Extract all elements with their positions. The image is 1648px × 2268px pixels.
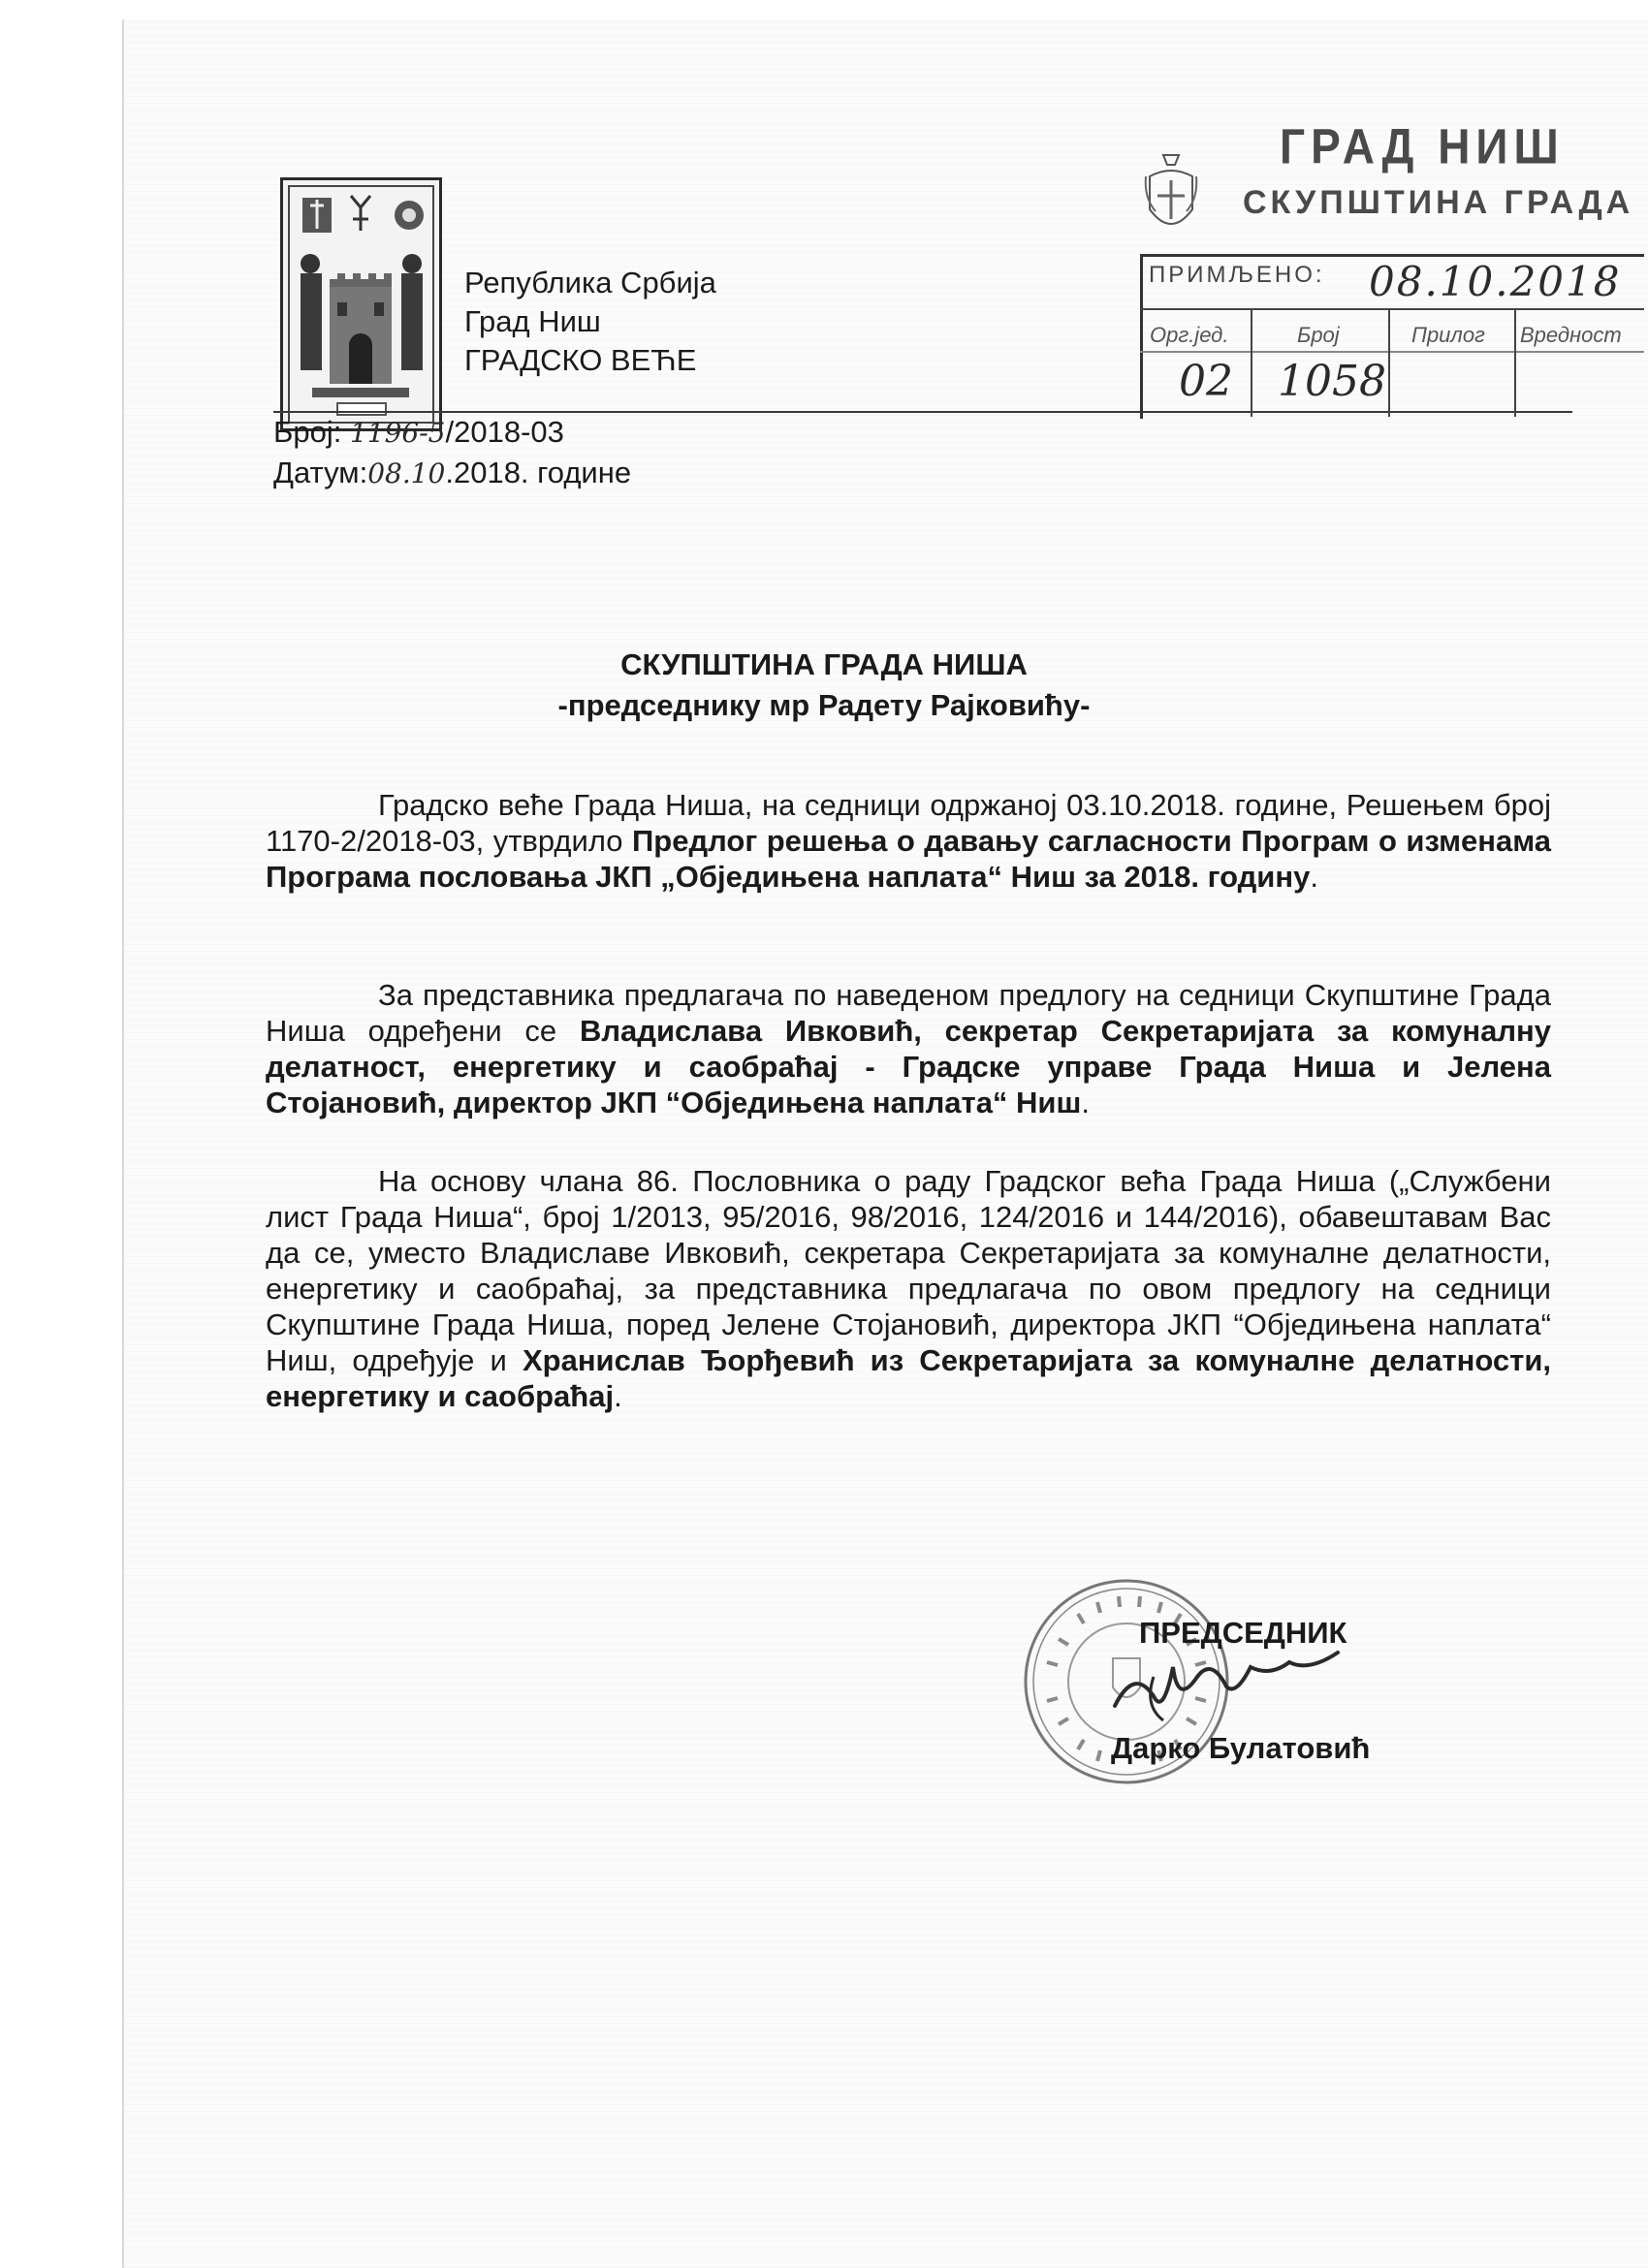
paragraph-decision-end: . xyxy=(1310,860,1318,894)
issuer-city: Град Ниш xyxy=(464,304,601,338)
city-coat-of-arms-icon xyxy=(280,177,442,431)
paragraph-representatives xyxy=(266,977,1551,1120)
handwritten-signature-icon xyxy=(1095,1648,1386,1740)
issuer-block xyxy=(464,264,716,380)
stamp-received-date: 08.10.2018 xyxy=(1369,258,1622,305)
paragraph-notification-text: На основу члана 86. Пословника о раду Градског већа Града Ниша („Службени лист Града Ниша“, број 1/2013, 95/2016, 98/2016, 124/2016 и 144/2016), обавештавам Вас да се, уместо Владиславе Ивковић, секретара Секретаријата за комуналне делатности, енергетику и саобраћај, за представника предлагача по овом предлогу на седници Скупштине Града Ниша, поред Јелене Стојановић, директора ЈКП “Обједињена наплата“ Ниш, одређује и xyxy=(266,1164,1551,1377)
issuer-country: Република Србија xyxy=(464,266,716,299)
stamp-org-unit-value: 02 xyxy=(1179,357,1233,406)
paragraph-decision-text: Градско веће Града Ниша, на седници одржаној 03.10.2018. године, Решењем број 1170-2/2018-03, утврдило xyxy=(266,788,1551,858)
stamp-column-attachment: Прилог xyxy=(1411,323,1485,347)
page-edge xyxy=(122,19,124,2268)
paragraph-notification-end: . xyxy=(614,1379,622,1413)
document-number-handwritten: 1196-5 xyxy=(349,417,446,449)
stamp-column-number: Број xyxy=(1297,323,1340,347)
stamp-column-org-unit: Орг.јед. xyxy=(1150,323,1229,347)
serbian-coat-of-arms-icon xyxy=(1142,147,1200,247)
paragraph-representatives-text: За представника предлагача по наведеном предлогу на седници Скупштине Града Ниша одређени се xyxy=(266,978,1551,1048)
stamp-received-label: ПРИМЉЕНО: xyxy=(1149,262,1325,288)
stamp-column-divider xyxy=(1251,308,1252,417)
paragraph-notification-bold: Хранислав Ђорђевић из Секретаријата за комуналне делатности, енергетику и саобраћај xyxy=(266,1343,1552,1413)
stamp-divider xyxy=(1140,351,1644,353)
document-date-handwritten: 08.10 xyxy=(367,457,446,489)
stamp-column-divider xyxy=(1514,308,1516,417)
stamp-column-value: Вредност xyxy=(1520,323,1622,347)
signatory-title: ПРЕДСЕДНИК xyxy=(1139,1616,1347,1650)
document-date-label: Датум: xyxy=(273,456,368,489)
addressee-recipient: -председнику мр Радету Рајковићу- xyxy=(557,688,1091,722)
signatory-name: Дарко Булатовић xyxy=(1111,1731,1371,1765)
paragraph-notification xyxy=(266,1163,1551,1414)
issuer-body: ГРАДСКО ВЕЋЕ xyxy=(464,343,697,377)
stamp-number-value: 1058 xyxy=(1278,357,1386,406)
stamp-city: ГРАД НИШ xyxy=(1280,118,1565,174)
paragraph-decision-bold: Предлог решења о давању сагласности Програм о изменама Програма пословања ЈКП „Обједињена наплата“ Ниш за 2018. годину xyxy=(266,824,1551,894)
paragraph-decision xyxy=(266,787,1551,895)
paragraph-representatives-bold: Владислава Ивковић, секретар Секретаријата за комуналну делатност, енергетику и саобраћај - Градске управе Града Ниша и Јелена Стојановић, директор ЈКП “Обједињена наплата“ Ниш xyxy=(266,1014,1551,1119)
stamp-divider xyxy=(1140,308,1644,310)
document-date-suffix: .2018. године xyxy=(445,456,632,489)
stamp-body: СКУПШТИНА ГРАДА xyxy=(1243,184,1634,221)
document-number xyxy=(273,415,564,450)
document-date xyxy=(273,456,631,490)
scan-margin xyxy=(0,0,124,2268)
document-number-label: Број: xyxy=(273,415,342,449)
paragraph-representatives-end: . xyxy=(1081,1086,1090,1119)
addressee-title: СКУПШТИНА ГРАДА НИША xyxy=(620,647,1028,681)
document-number-suffix: /2018-03 xyxy=(445,415,564,449)
stamp-column-divider xyxy=(1388,308,1390,417)
